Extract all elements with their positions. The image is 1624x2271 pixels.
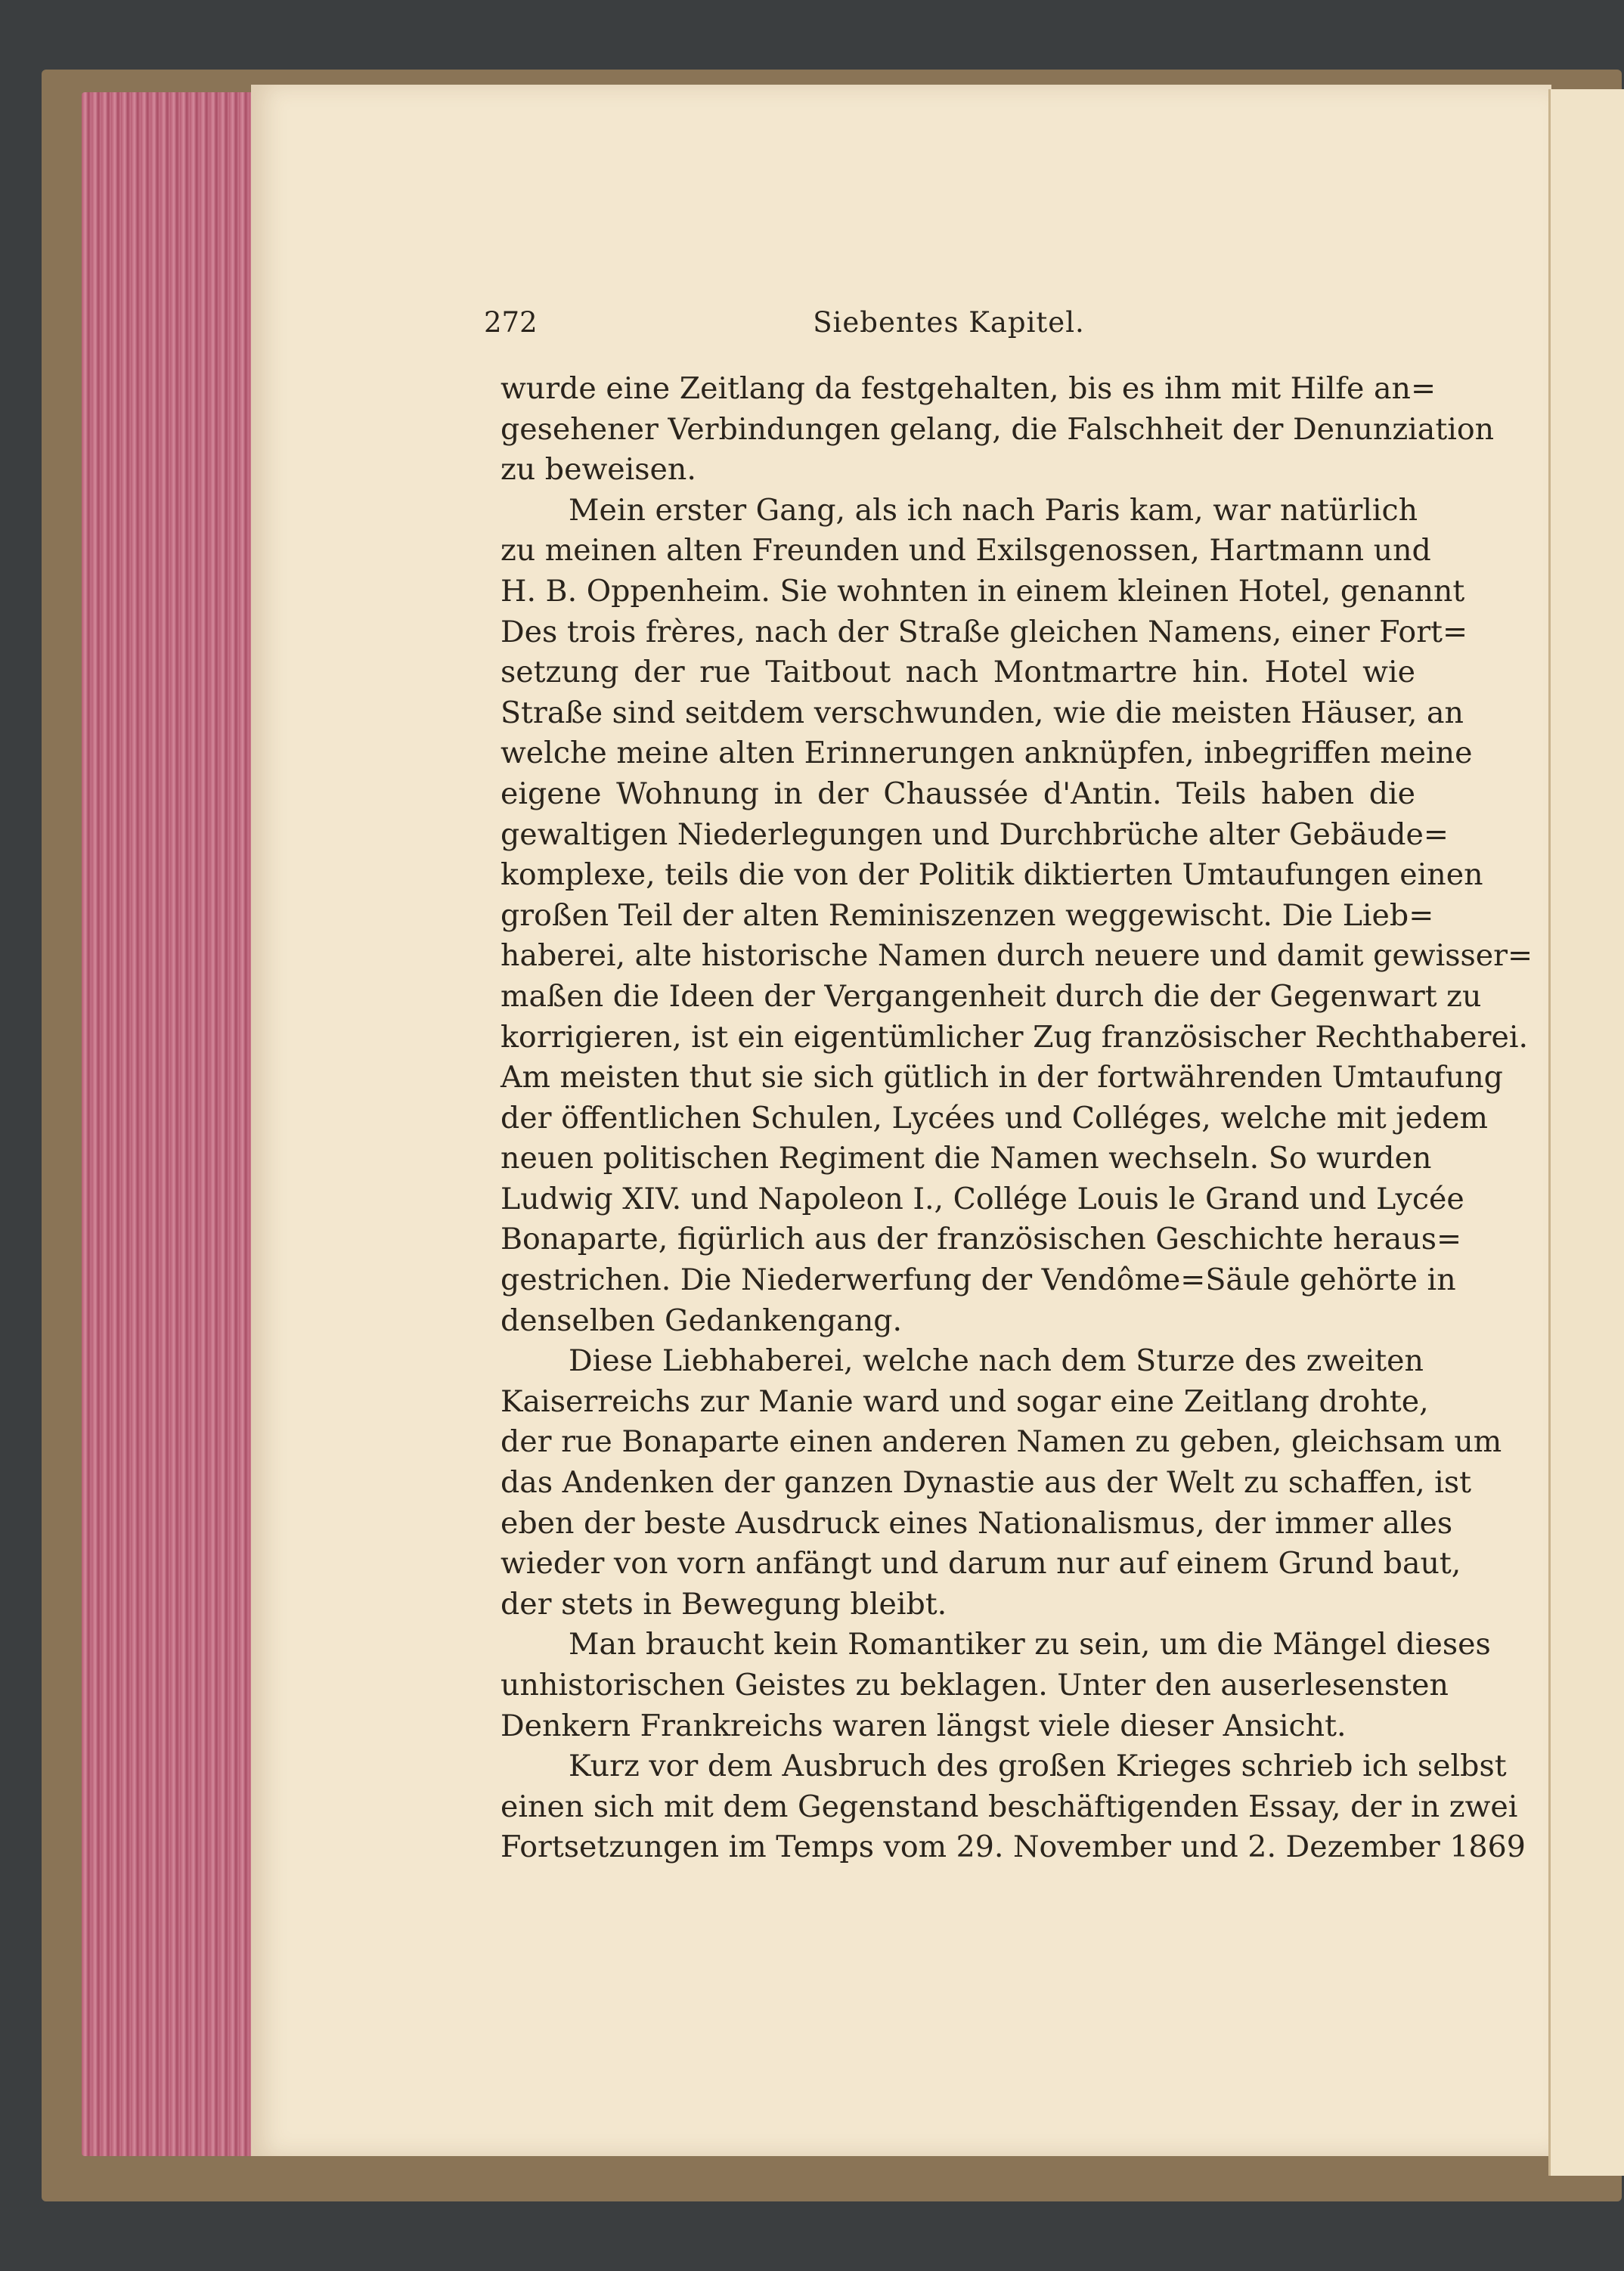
text-line: zu meinen alten Freunden und Exilsgenossen, Hartmann und [501,533,1431,569]
text-line: H. B. Oppenheim. Sie wohnten in einem kleinen Hotel, genannt [501,573,1465,609]
text-line: Straße sind seitdem verschwunden, wie die meisten Häuser, an [501,695,1464,730]
text-line: haberei, alte historische Namen durch neuere und damit gewisser= [501,938,1533,974]
text-line: eben der beste Ausdruck eines Nationalismus, der immer alles [501,1505,1453,1541]
text-line: welche meine alten Erinnerungen anknüpfen, inbegriffen meine [501,736,1473,771]
text-line: denselben Gedankengang. [501,1303,903,1338]
page-number: 272 [484,306,538,339]
page-edges [82,92,271,2156]
text-line: korrigieren, ist ein eigentümlicher Zug französischer Rechthaberei. [501,1019,1529,1055]
text-line: maßen die Ideen der Vergangenheit durch die der Gegenwart zu [501,978,1482,1014]
text-line: der öffentlichen Schulen, Lycées und Colléges, welche mit jedem [501,1100,1488,1136]
text-line: Am meisten thut sie sich gütlich in der fortwährenden Umtaufung [501,1060,1503,1095]
text-line: neuen politischen Regiment die Namen wechseln. So wurden [501,1141,1432,1176]
text-line: Fortsetzungen im Temps vom 29. November und 2. Dezember 1869 [501,1830,1526,1865]
text-line: wurde eine Zeitlang da festgehalten, bis es ihm mit Hilfe an= [501,371,1436,406]
text-line: der rue Bonaparte einen anderen Namen zu geben, gleichsam um [501,1424,1502,1460]
text-line: großen Teil der alten Reminiszenzen weggewischt. Die Lieb= [501,897,1434,933]
text-line: Kurz vor dem Ausbruch des großen Krieges schrieb ich selbst [569,1749,1507,1784]
text-line: zu beweisen. [501,452,696,488]
text-line: gestrichen. Die Niederwerfung der Vendôme=Säule gehörte in [501,1263,1456,1298]
text-line: Des trois frères, nach der Straße gleichen Namens, einer Fort= [501,614,1468,649]
text-line: gesehener Verbindungen gelang, die Falschheit der Denunziation [501,411,1495,447]
running-title: Siebentes Kapitel. [813,306,1085,339]
text-line: eigene Wohnung in der Chaussée d'Antin. Teils haben die [501,776,1415,811]
text-line: einen sich mit dem Gegenstand beschäftigenden Essay, der in zwei [501,1789,1518,1824]
page-header [484,306,1414,352]
text-line: wieder von vorn anfängt und darum nur auf einem Grund baut, [501,1546,1461,1582]
next-page-edge [1548,89,1624,2176]
text-line: Mein erster Gang, als ich nach Paris kam, war natürlich [569,492,1418,528]
text-line: der stets in Bewegung bleibt. [501,1586,947,1622]
text-line: Kaiserreichs zur Manie ward und sogar eine Zeitlang drohte, [501,1383,1429,1419]
text-line: das Andenken der ganzen Dynastie aus der Welt zu schaffen, ist [501,1465,1471,1501]
text-line: Man braucht kein Romantiker zu sein, um die Mängel dieses [569,1627,1491,1662]
text-line: Ludwig XIV. und Napoleon I., Collége Louis le Grand und Lycée [501,1181,1464,1216]
text-line: unhistorischen Geistes zu beklagen. Unter den auserlesensten [501,1668,1449,1702]
text-line: Denkern Frankreichs waren längst viele dieser Ansicht. [501,1708,1347,1743]
text-line: Diese Liebhaberei, welche nach dem Sturze des zweiten [569,1343,1424,1379]
text-line: setzung der rue Taitbout nach Montmartre hin. Hotel wie [501,655,1415,690]
body-text [501,369,1533,1868]
text-line: Bonaparte, figürlich aus der französischen Geschichte heraus= [501,1222,1462,1257]
text-line: gewaltigen Niederlegungen und Durchbrüche alter Gebäude= [501,816,1449,852]
text-line: komplexe, teils die von der Politik diktierten Umtaufungen einen [501,857,1483,893]
